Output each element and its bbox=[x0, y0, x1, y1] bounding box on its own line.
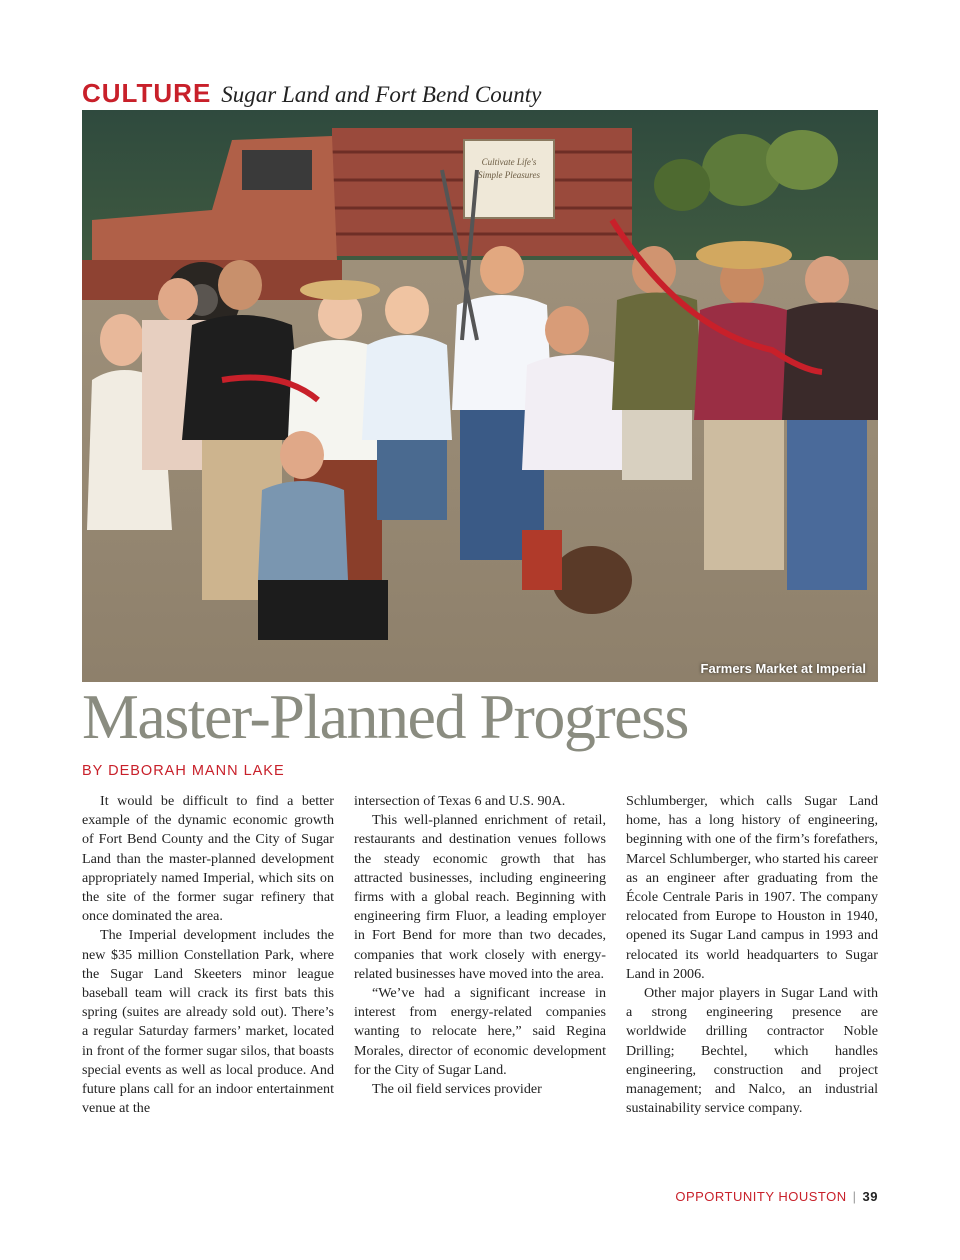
paragraph: The Imperial development includes the new $35 million Constellation Park, where the Sugar Land Skeeters minor league baseball team will crack its first bats this spring (suites are already sold out). There’s a regular Saturday farmers’ market, located in front of the former sugar silos, that boasts special events as well as local produce. And future plans call for an indoor entertainment venue at the bbox=[82, 927, 334, 1117]
paragraph: intersection of Texas 6 and U.S. 90A. bbox=[354, 793, 566, 809]
svg-text:Cultivate Life's: Cultivate Life's bbox=[481, 157, 537, 167]
paragraph: Schlumberger, which calls Sugar Land home, has a long history of engineering, beginning with one of the firm’s forefathers, Marcel Schlumberger, who started his career as an engineer after graduating from the École Centrale Paris in 1907. The company relocated from Europe to Houston in 1940, opened its Sugar Land campus in 1993 and relocated its world headquarters to Sugar Land in 2006. bbox=[626, 793, 878, 982]
page-number: 39 bbox=[862, 1189, 878, 1204]
footer-separator: | bbox=[852, 1189, 857, 1204]
svg-text:Simple Pleasures: Simple Pleasures bbox=[478, 170, 540, 180]
publication-name: OPPORTUNITY HOUSTON bbox=[675, 1189, 847, 1204]
ribbon-cutting-photo bbox=[82, 110, 878, 682]
paragraph: Other major players in Sugar Land with a strong engineering presence are worldwide drilling contractor Noble Drilling; Bechtel, which handles engineering, construction and project management; and Nalco, an industrial sustainability service company. bbox=[626, 985, 878, 1117]
section-header bbox=[82, 78, 541, 110]
section-label: CULTURE bbox=[82, 78, 212, 108]
paragraph: This well-planned enrichment of retail, restaurants and destination venues follows the steady economic growth that has attracted businesses, including engineering firms with a global reach. Beginning with engineering firm Fluor, a leading employer in Fort Bend for more than two decades, companies that work closely with energy-related businesses have moved into the area. bbox=[354, 812, 606, 982]
page-footer bbox=[675, 1189, 878, 1204]
article-column-2 bbox=[354, 792, 606, 1099]
photo-caption: Farmers Market at Imperial bbox=[700, 661, 866, 676]
section-subtitle: Sugar Land and Fort Bend County bbox=[221, 82, 542, 107]
article-byline: BY DEBORAH MANN LAKE bbox=[82, 763, 285, 779]
article-column-3 bbox=[626, 792, 878, 1118]
feature-photo bbox=[82, 110, 878, 682]
paragraph: “We’ve had a significant increase in interest from energy-related companies wanting to relocate here,” said Regina Morales, director of economic development for the City of Sugar Land. bbox=[354, 985, 606, 1078]
paragraph: It would be difficult to find a better example of the dynamic economic growth of Fort Bend County and the City of Sugar Land than the master-planned development appropriately named Imperial, which sits on the site of the former sugar refinery that once dominated the area. bbox=[82, 793, 334, 925]
paragraph: The oil field services provider bbox=[372, 1081, 542, 1098]
article-headline: Master-Planned Progress bbox=[82, 681, 688, 752]
article-column-1 bbox=[82, 792, 334, 1118]
